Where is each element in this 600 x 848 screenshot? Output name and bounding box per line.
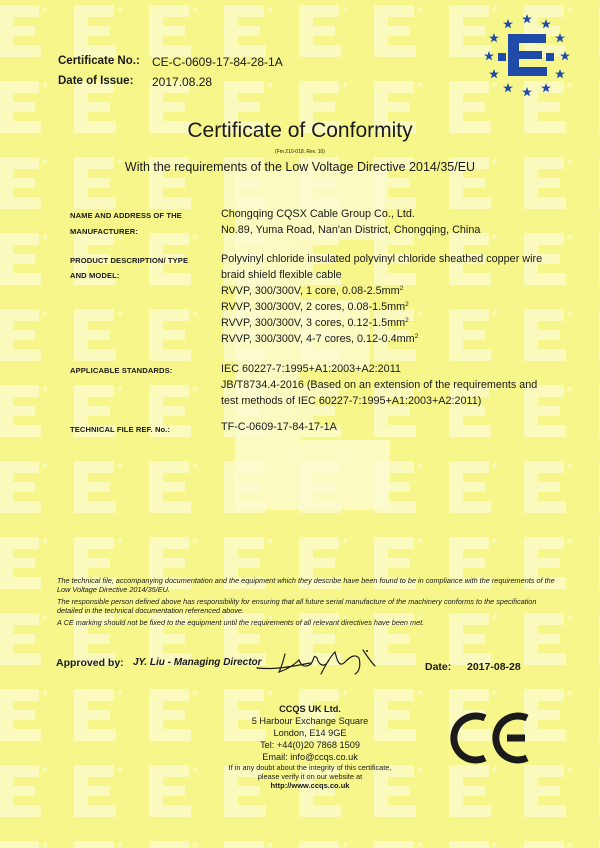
issuer-address-line1: 5 Harbour Exchange Square (251, 716, 369, 726)
certificate-no-label: Certificate No.: (58, 55, 140, 67)
certificate-no-value: CE-C-0609-17-84-28-1A (152, 55, 283, 69)
product-label-line2: AND MODEL: (70, 271, 120, 280)
manufacturer-label-line2: MANUFACTURER: (70, 227, 138, 236)
technical-file-value: TF-C-0609-17-84-17-1A (221, 421, 337, 433)
signature-icon (255, 646, 380, 676)
model-text: RVVP, 300/300V, 1 core, 0.08-2.5mm (221, 285, 400, 297)
standards-label: APPLICABLE STANDARDS: (70, 366, 173, 375)
standard-line3: test methods of IEC 60227-7:1995+A1:2003+A2:2011) (221, 395, 482, 407)
ccqs-e-star-logo-icon (484, 12, 570, 98)
issuer-website-link[interactable]: http://www.ccqs.co.uk (270, 781, 350, 790)
approved-by-label: Approved by: (56, 657, 124, 669)
issuer-address-line2: London, E14 9GE (273, 728, 347, 738)
approval-date-label: Date: (425, 661, 452, 673)
approver-name: JY. Liu - Managing Director (133, 657, 262, 668)
manufacturer-address: No.89, Yuma Road, Nan'an District, Chongqing, China (221, 224, 481, 236)
product-model (221, 300, 409, 316)
verify-note-line2: please verify it on our website at (257, 772, 363, 781)
product-description-line2: braid shield flexible cable (221, 269, 342, 281)
product-model (221, 332, 418, 348)
approval-date-value: 2017-08-28 (467, 661, 521, 673)
model-text: RVVP, 300/300V, 3 cores, 0.12-1.5mm (221, 317, 406, 329)
directive-subtitle: With the requirements of the Low Voltage Directive 2014/35/EU (124, 160, 476, 174)
issuer-email: Email: info@ccqs.co.uk (262, 752, 358, 762)
manufacturer-label-line1: NAME AND ADDRESS OF THE (70, 211, 182, 220)
date-of-issue-value: 2017.08.28 (152, 75, 213, 89)
model-sup: 2 (405, 317, 409, 324)
product-model (221, 284, 403, 300)
fine-print-compliance: The technical file, accompanying documentation and the equipment which they describe have been found to be in compliance with the requirements of the Low Voltage Directive 2014/35/EU. (57, 576, 555, 594)
product-model (221, 316, 409, 332)
technical-file-label: TECHNICAL FILE REF. No.: (70, 425, 171, 434)
verify-note-line1: If in any doubt about the integrity of this certificate, (228, 763, 392, 772)
model-text: RVVP, 300/300V, 4-7 cores, 0.12-0.4mm (221, 333, 415, 345)
standard-line1: IEC 60227-7:1995+A1:2003+A2:2011 (221, 363, 401, 375)
product-label-line1: PRODUCT DESCRIPTION/ TYPE (70, 256, 189, 265)
date-of-issue-label: Date of Issue: (58, 75, 134, 87)
ce-mark-icon (443, 708, 533, 768)
standard-line2: JB/T8734.4-2016 (Based on an extension of the requirements and (221, 379, 538, 391)
issuer-block (180, 703, 440, 791)
issuer-telephone: Tel: +44(0)20 7868 1509 (260, 740, 360, 750)
model-sup: 2 (405, 301, 409, 308)
manufacturer-name: Chongqing CQSX Cable Group Co., Ltd. (221, 208, 415, 220)
fine-print-responsibility: The responsible person defined above has responsibility for ensuring that all future serial manufacture of the machinery conforms to the specification detailed in the technical documentation referenced above. (57, 597, 537, 615)
issuer-name: CCQS UK Ltd. (279, 704, 341, 714)
model-sup: 2 (414, 333, 419, 340)
form-reference: (Fm 210-018. Rev. 10) (275, 149, 325, 155)
fine-print-ce-marking: A CE marking should not be fixed to the equipment until the requirements of all relevant directives have been met. (57, 618, 425, 627)
page-title: Certificate of Conformity (187, 119, 413, 142)
product-description-line1: Polyvinyl chloride insulated polyvinyl chloride sheathed copper wire (221, 253, 543, 265)
model-sup: 2 (399, 285, 404, 292)
model-text: RVVP, 300/300V, 2 cores, 0.08-1.5mm (221, 301, 406, 313)
